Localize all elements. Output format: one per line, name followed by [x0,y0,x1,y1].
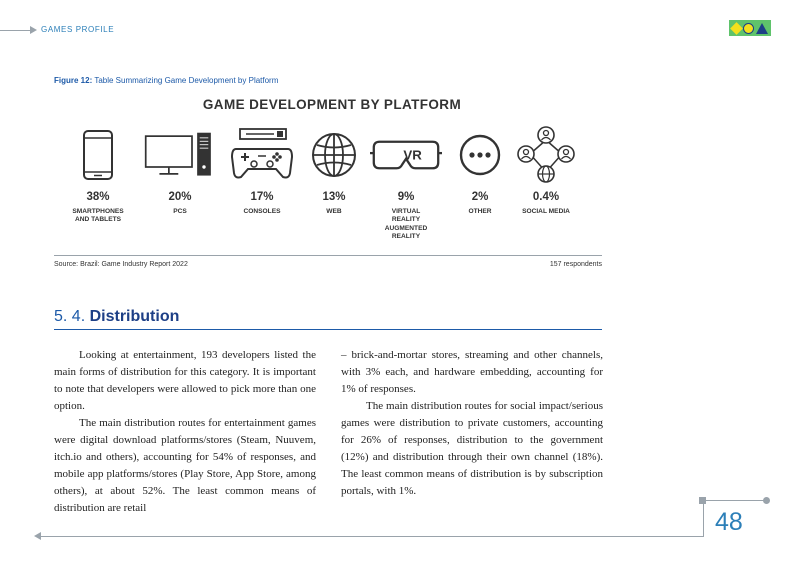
footer-rule [40,536,704,537]
platform-label [510,208,582,216]
platform-item [62,126,134,225]
smartphone-icon [62,126,134,184]
logo-circle [743,23,754,34]
body-column-left [54,347,316,517]
label-line: SOCIAL MEDIA [522,208,570,215]
label-line: SMARTPHONES [72,208,124,215]
frame-square-icon [699,497,706,504]
section-heading [54,308,179,326]
body-column-right [341,347,603,500]
source-divider [54,255,602,256]
svg-text:VR: VR [403,147,422,163]
platform-percent: 2% [471,191,489,203]
platform-label [226,208,298,216]
label-line: CONSOLES [243,208,281,215]
label-line: REALITY [391,216,421,224]
label-line: AND TABLETS [74,216,122,224]
vr-headset-icon [370,126,442,184]
platform-infographic [62,126,602,252]
paragraph: The main distribution routes for entertainment games were digital download platforms/stores (Steam, Nuuvem, itch.io and others), accounting for 54% of responses, and mobile app platforms/stores (Play Store, App Store, among others), at about 52%. The least common means of distribution are retail [54,417,316,514]
console-icon [226,126,298,184]
social-network-icon [510,126,582,184]
footer-arrow-icon [34,532,41,540]
page-number: 48 [715,508,743,536]
platform-percent: 38% [86,191,110,203]
label-line: VIRTUAL [391,208,421,215]
platform-item [510,126,582,216]
label-line: OTHER [468,208,492,215]
header-rule [0,30,32,31]
platform-label [370,208,442,242]
platform-label [62,208,134,225]
label-line: REALITY [391,233,421,241]
frame-dot-icon [763,497,770,504]
platform-percent: 13% [322,191,346,203]
platform-item [144,126,216,216]
figure-caption [54,76,278,85]
platform-item [370,126,442,242]
paragraph: Looking at entertainment, 193 developers listed the main forms of distribution for this category. It is important to note that developers were allowed to pick more than one option. [54,349,316,412]
globe-icon [298,126,370,184]
section-number: 5. 4. [54,308,86,325]
infographic-title: GAME DEVELOPMENT BY PLATFORM [202,97,462,112]
page-frame-side [703,500,704,537]
page-frame-top [703,500,767,501]
platform-percent: 0.4% [532,191,560,203]
header-arrow-icon [30,26,37,34]
logo-diamond [730,22,743,35]
figure-caption-label: Figure 12: [54,76,93,85]
label-line: PCS [173,208,187,215]
label-line: AUGMENTED [384,224,428,232]
section-title: Distribution [89,308,180,325]
section-rule [54,329,602,330]
platform-percent: 9% [397,191,415,203]
label-line: WEB [326,208,342,215]
respondent-count: 157 respondents [549,261,602,268]
platform-percent: 17% [250,191,274,203]
platform-label [298,208,370,216]
platform-percent: 20% [168,191,192,203]
paragraph: The main distribution routes for social impact/serious games were distribution to private customers, accounting for 26% of responses, distribution to the government (12%) and distribution through their own channel (18%). The least common means of distribution is by subscription portals, with 1%. [341,400,603,497]
pc-icon [144,126,216,184]
figure-source: Source: Brazil: Game Industry Report 2022 [54,261,188,268]
platform-item [226,126,298,216]
logo-triangle [756,23,768,34]
platform-item [298,126,370,216]
platform-label [444,208,516,216]
figure-caption-text: Table Summarizing Game Development by Platform [92,76,279,85]
ellipsis-icon [444,126,516,184]
games-profile-logo-icon [729,20,771,36]
paragraph-continuation: – brick-and-mortar stores, streaming and other channels, with 3% each, and hardware embedding, accounting for 1% of responses. [341,349,603,395]
platform-label [144,208,216,216]
platform-item [444,126,516,216]
section-label: GAMES PROFILE [41,25,115,34]
